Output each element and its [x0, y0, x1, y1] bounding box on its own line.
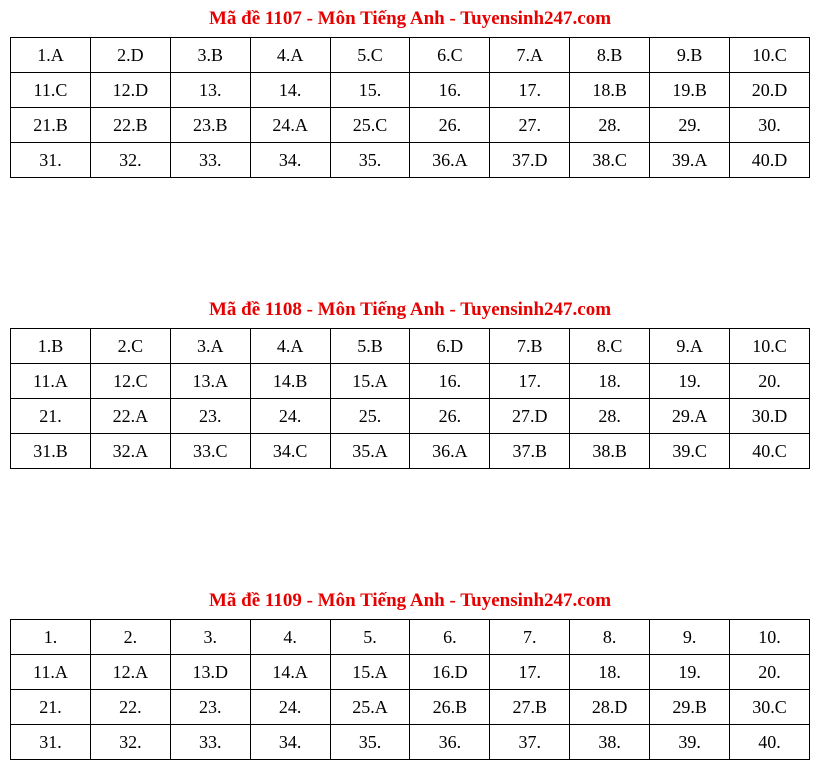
answer-cell: 18. — [570, 364, 650, 399]
answer-cell: 36.A — [410, 143, 490, 178]
answer-cell: 29.A — [650, 399, 730, 434]
answer-cell: 32. — [90, 725, 170, 760]
table-row — [11, 399, 810, 434]
answer-cell: 12.A — [90, 655, 170, 690]
answer-cell: 18. — [570, 655, 650, 690]
answer-cell: 19.B — [650, 73, 730, 108]
answer-cell: 3.A — [170, 329, 250, 364]
answer-cell: 40.C — [730, 434, 810, 469]
answer-cell: 12.D — [90, 73, 170, 108]
answer-cell: 10.C — [730, 38, 810, 73]
answer-cell: 15.A — [330, 364, 410, 399]
answer-cell: 39.A — [650, 143, 730, 178]
answer-cell: 9.B — [650, 38, 730, 73]
table-row — [11, 725, 810, 760]
answer-cell: 4.A — [250, 329, 330, 364]
section-title: Mã đề 1108 - Môn Tiếng Anh - Tuyensinh247.com — [208, 299, 612, 320]
answer-cell: 39. — [650, 725, 730, 760]
answer-cell: 38. — [570, 725, 650, 760]
answer-cell: 13.A — [170, 364, 250, 399]
answer-cell: 4. — [250, 620, 330, 655]
answer-cell: 23. — [170, 690, 250, 725]
answer-cell: 27.B — [490, 690, 570, 725]
answer-cell: 17. — [490, 655, 570, 690]
answer-table — [10, 328, 810, 469]
table-row — [11, 73, 810, 108]
answer-cell: 9. — [650, 620, 730, 655]
answer-cell: 31. — [11, 725, 91, 760]
answer-cell: 22.B — [90, 108, 170, 143]
answer-cell: 28. — [570, 399, 650, 434]
answer-cell: 31. — [11, 143, 91, 178]
answer-cell: 16.D — [410, 655, 490, 690]
answer-cell: 29. — [650, 108, 730, 143]
answer-cell: 9.A — [650, 329, 730, 364]
answer-cell: 20.D — [730, 73, 810, 108]
answer-cell: 13.D — [170, 655, 250, 690]
answer-cell: 15. — [330, 73, 410, 108]
answer-cell: 8. — [570, 620, 650, 655]
answer-cell: 22. — [90, 690, 170, 725]
answer-cell: 40.D — [730, 143, 810, 178]
answer-cell: 20. — [730, 364, 810, 399]
answer-cell: 6.C — [410, 38, 490, 73]
answer-cell: 25. — [330, 399, 410, 434]
answer-cell: 30.D — [730, 399, 810, 434]
answer-cell: 1. — [11, 620, 91, 655]
answer-cell: 33. — [170, 725, 250, 760]
section-title: Mã đề 1107 - Môn Tiếng Anh - Tuyensinh247.com — [208, 8, 612, 29]
answer-cell: 4.A — [250, 38, 330, 73]
answer-cell: 21.B — [11, 108, 91, 143]
answer-cell: 11.A — [11, 655, 91, 690]
answer-cell: 23.B — [170, 108, 250, 143]
answer-cell: 3. — [170, 620, 250, 655]
answer-cell: 13. — [170, 73, 250, 108]
answer-cell: 11.C — [11, 73, 91, 108]
answer-cell: 8.C — [570, 329, 650, 364]
answer-cell: 24.A — [250, 108, 330, 143]
answer-cell: 35.A — [330, 434, 410, 469]
answer-cell: 37. — [490, 725, 570, 760]
answer-cell: 14.B — [250, 364, 330, 399]
answer-cell: 17. — [490, 73, 570, 108]
answer-cell: 28. — [570, 108, 650, 143]
answer-cell: 14.A — [250, 655, 330, 690]
answer-cell: 35. — [330, 725, 410, 760]
answer-cell: 10. — [730, 620, 810, 655]
answer-cell: 3.B — [170, 38, 250, 73]
answer-cell: 28.D — [570, 690, 650, 725]
answer-cell: 1.A — [11, 38, 91, 73]
answer-cell: 37.B — [490, 434, 570, 469]
answer-cell: 15.A — [330, 655, 410, 690]
table-row — [11, 434, 810, 469]
answer-section-1107 — [10, 8, 810, 170]
answer-cell: 19. — [650, 655, 730, 690]
answer-cell: 26. — [410, 108, 490, 143]
answer-cell: 31.B — [11, 434, 91, 469]
answer-cell: 30. — [730, 108, 810, 143]
answer-cell: 16. — [410, 73, 490, 108]
answer-cell: 7.B — [490, 329, 570, 364]
table-row — [11, 620, 810, 655]
table-row — [11, 655, 810, 690]
answer-cell: 17. — [490, 364, 570, 399]
answer-cell: 23. — [170, 399, 250, 434]
answer-cell: 26.B — [410, 690, 490, 725]
answer-cell: 38.B — [570, 434, 650, 469]
answer-cell: 14. — [250, 73, 330, 108]
answer-cell: 18.B — [570, 73, 650, 108]
answer-cell: 21. — [11, 399, 91, 434]
answer-cell: 5.C — [330, 38, 410, 73]
answer-cell: 29.B — [650, 690, 730, 725]
answer-cell: 36.A — [410, 434, 490, 469]
answer-cell: 25.C — [330, 108, 410, 143]
answer-cell: 12.C — [90, 364, 170, 399]
answer-cell: 26. — [410, 399, 490, 434]
answer-cell: 34. — [250, 143, 330, 178]
answer-cell: 27.D — [490, 399, 570, 434]
answer-cell: 2.D — [90, 38, 170, 73]
answer-cell: 27. — [490, 108, 570, 143]
answer-cell: 7. — [490, 620, 570, 655]
answer-section-1109 — [10, 590, 810, 752]
answer-cell: 24. — [250, 399, 330, 434]
answer-cell: 37.D — [490, 143, 570, 178]
table-row — [11, 364, 810, 399]
answer-cell: 19. — [650, 364, 730, 399]
answer-cell: 22.A — [90, 399, 170, 434]
answer-cell: 20. — [730, 655, 810, 690]
answer-cell: 6.D — [410, 329, 490, 364]
answer-cell: 6. — [410, 620, 490, 655]
answer-cell: 35. — [330, 143, 410, 178]
answer-cell: 39.C — [650, 434, 730, 469]
section-title: Mã đề 1109 - Môn Tiếng Anh - Tuyensinh247.com — [208, 590, 612, 611]
answer-cell: 5.B — [330, 329, 410, 364]
answer-cell: 5. — [330, 620, 410, 655]
answer-cell: 30.C — [730, 690, 810, 725]
answer-cell: 38.C — [570, 143, 650, 178]
answer-table — [10, 619, 810, 760]
table-row — [11, 108, 810, 143]
answer-cell: 25.A — [330, 690, 410, 725]
answer-cell: 40. — [730, 725, 810, 760]
answer-cell: 11.A — [11, 364, 91, 399]
answer-cell: 2.C — [90, 329, 170, 364]
answer-cell: 34.C — [250, 434, 330, 469]
answer-cell: 21. — [11, 690, 91, 725]
answer-cell: 2. — [90, 620, 170, 655]
answer-cell: 24. — [250, 690, 330, 725]
answer-cell: 10.C — [730, 329, 810, 364]
answer-cell: 32. — [90, 143, 170, 178]
answer-cell: 32.A — [90, 434, 170, 469]
answer-cell: 33.C — [170, 434, 250, 469]
table-row — [11, 329, 810, 364]
answer-cell: 8.B — [570, 38, 650, 73]
answer-cell: 34. — [250, 725, 330, 760]
table-row — [11, 38, 810, 73]
answer-cell: 36. — [410, 725, 490, 760]
answer-section-1108 — [10, 299, 810, 461]
answer-table — [10, 37, 810, 178]
answer-cell: 7.A — [490, 38, 570, 73]
answer-cell: 1.B — [11, 329, 91, 364]
table-row — [11, 143, 810, 178]
table-row — [11, 690, 810, 725]
answer-cell: 33. — [170, 143, 250, 178]
answer-cell: 16. — [410, 364, 490, 399]
